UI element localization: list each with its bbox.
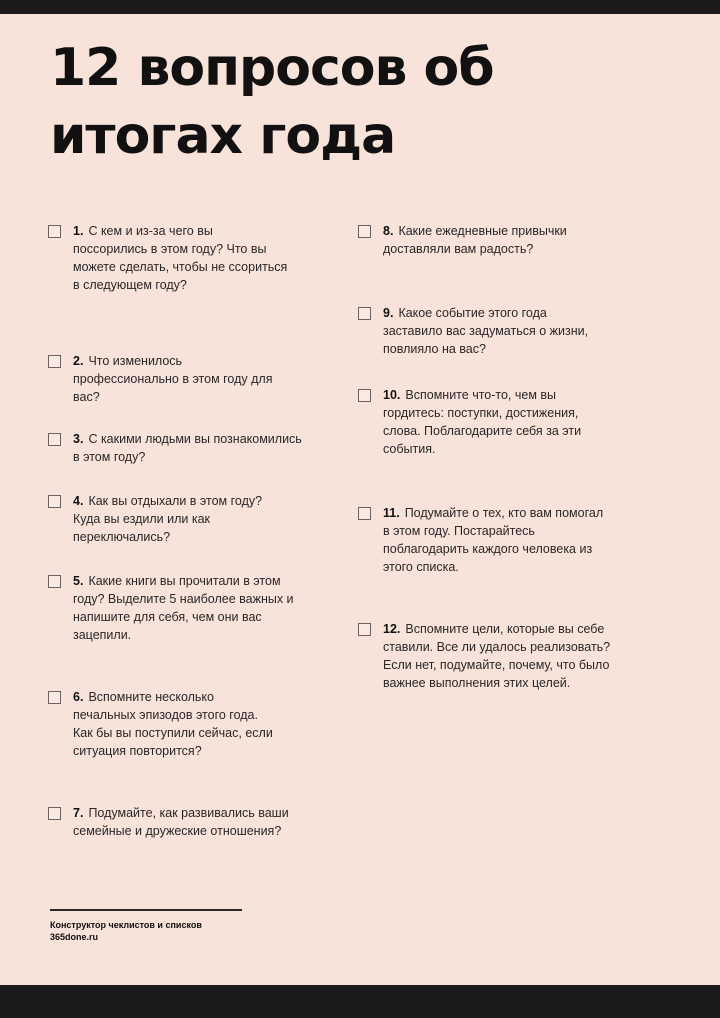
title-line-1: 12 вопросов об [50,38,494,98]
question-text-1: С кем и из-за чего вы поссорились в этом году? Что вы можете сделать, чтобы не ссориться в следующем году? [73,224,288,292]
question-12 [383,620,611,692]
checkbox-11[interactable] [358,507,371,520]
checklist-page [0,14,720,985]
checkbox-9[interactable] [358,307,371,320]
question-number-9: 9. [383,306,394,320]
question-item-5 [48,572,303,644]
question-item-2 [48,352,273,406]
question-item-12 [358,620,611,692]
checkbox-12[interactable] [358,623,371,636]
question-4 [73,492,288,546]
question-number-12: 12. [383,622,401,636]
question-number-8: 8. [383,224,394,238]
question-number-6: 6. [73,690,84,704]
footer [50,919,202,943]
question-7 [73,804,303,840]
question-5 [73,572,303,644]
checkbox-7[interactable] [48,807,61,820]
question-item-7 [48,804,303,840]
footer-site-link[interactable]: 365done.ru [50,932,99,942]
question-10 [383,386,608,458]
question-item-10 [358,386,608,458]
footer-caption: Конструктор чеклистов и списков [50,920,202,930]
question-text-8: Какие ежедневные привычки доставляли вам радость? [383,224,567,256]
question-number-10: 10. [383,388,401,402]
question-text-2: Что изменилось профессионально в этом году для вас? [73,354,273,404]
question-number-11: 11. [383,506,400,520]
checkbox-6[interactable] [48,691,61,704]
question-2 [73,352,273,406]
question-text-7: Подумайте, как развивались ваши семейные и дружеские отношения? [73,806,289,838]
question-6 [73,688,278,760]
question-number-3: 3. [73,432,84,446]
checkbox-10[interactable] [358,389,371,402]
question-text-3: С какими людьми вы познакомились в этом году? [73,432,302,464]
checkbox-5[interactable] [48,575,61,588]
checkbox-2[interactable] [48,355,61,368]
question-item-1 [48,222,288,294]
question-item-6 [48,688,278,760]
question-text-11: Подумайте о тех, кто вам помогал в этом году. Постарайтесь поблагодарить каждого человека из этого списка. [383,506,604,574]
question-text-10: Вспомните что-то, чем вы гордитесь: поступки, достижения, слова. Поблагодарите себя за эти события. [383,388,582,456]
question-11 [383,504,608,576]
question-number-5: 5. [73,574,84,588]
question-number-7: 7. [73,806,84,820]
question-1 [73,222,288,294]
question-item-3 [48,430,303,466]
question-number-2: 2. [73,354,84,368]
question-item-9 [358,304,598,358]
question-item-11 [358,504,608,576]
question-text-6: Вспомните несколько печальных эпизодов этого года. Как бы вы поступили сейчас, если ситуация повторится? [73,690,273,758]
checkbox-8[interactable] [358,225,371,238]
question-9 [383,304,598,358]
page-title [50,34,690,170]
footer-divider [50,909,242,911]
question-item-4 [48,492,288,546]
question-number-1: 1. [73,224,84,238]
question-text-4: Как вы отдыхали в этом году? Куда вы ездили или как переключались? [73,494,263,544]
question-3 [73,430,303,466]
checkbox-3[interactable] [48,433,61,446]
top-frame-bar [0,0,720,14]
question-text-9: Какое событие этого года заставило вас задуматься о жизни, повлияло на вас? [383,306,589,356]
checkbox-4[interactable] [48,495,61,508]
question-number-4: 4. [73,494,84,508]
question-8 [383,222,593,258]
question-text-12: Вспомните цели, которые вы себе ставили. Все ли удалось реализовать? Если нет, подумайте, почему, что было важнее выполнения этих целей. [383,622,611,690]
bottom-frame-bar [0,985,720,1018]
title-line-2: итогах года [50,106,396,166]
question-item-8 [358,222,593,258]
question-text-5: Какие книги вы прочитали в этом году? Выделите 5 наиболее важных и напишите для себя, чем они вас зацепили. [73,574,294,642]
checkbox-1[interactable] [48,225,61,238]
